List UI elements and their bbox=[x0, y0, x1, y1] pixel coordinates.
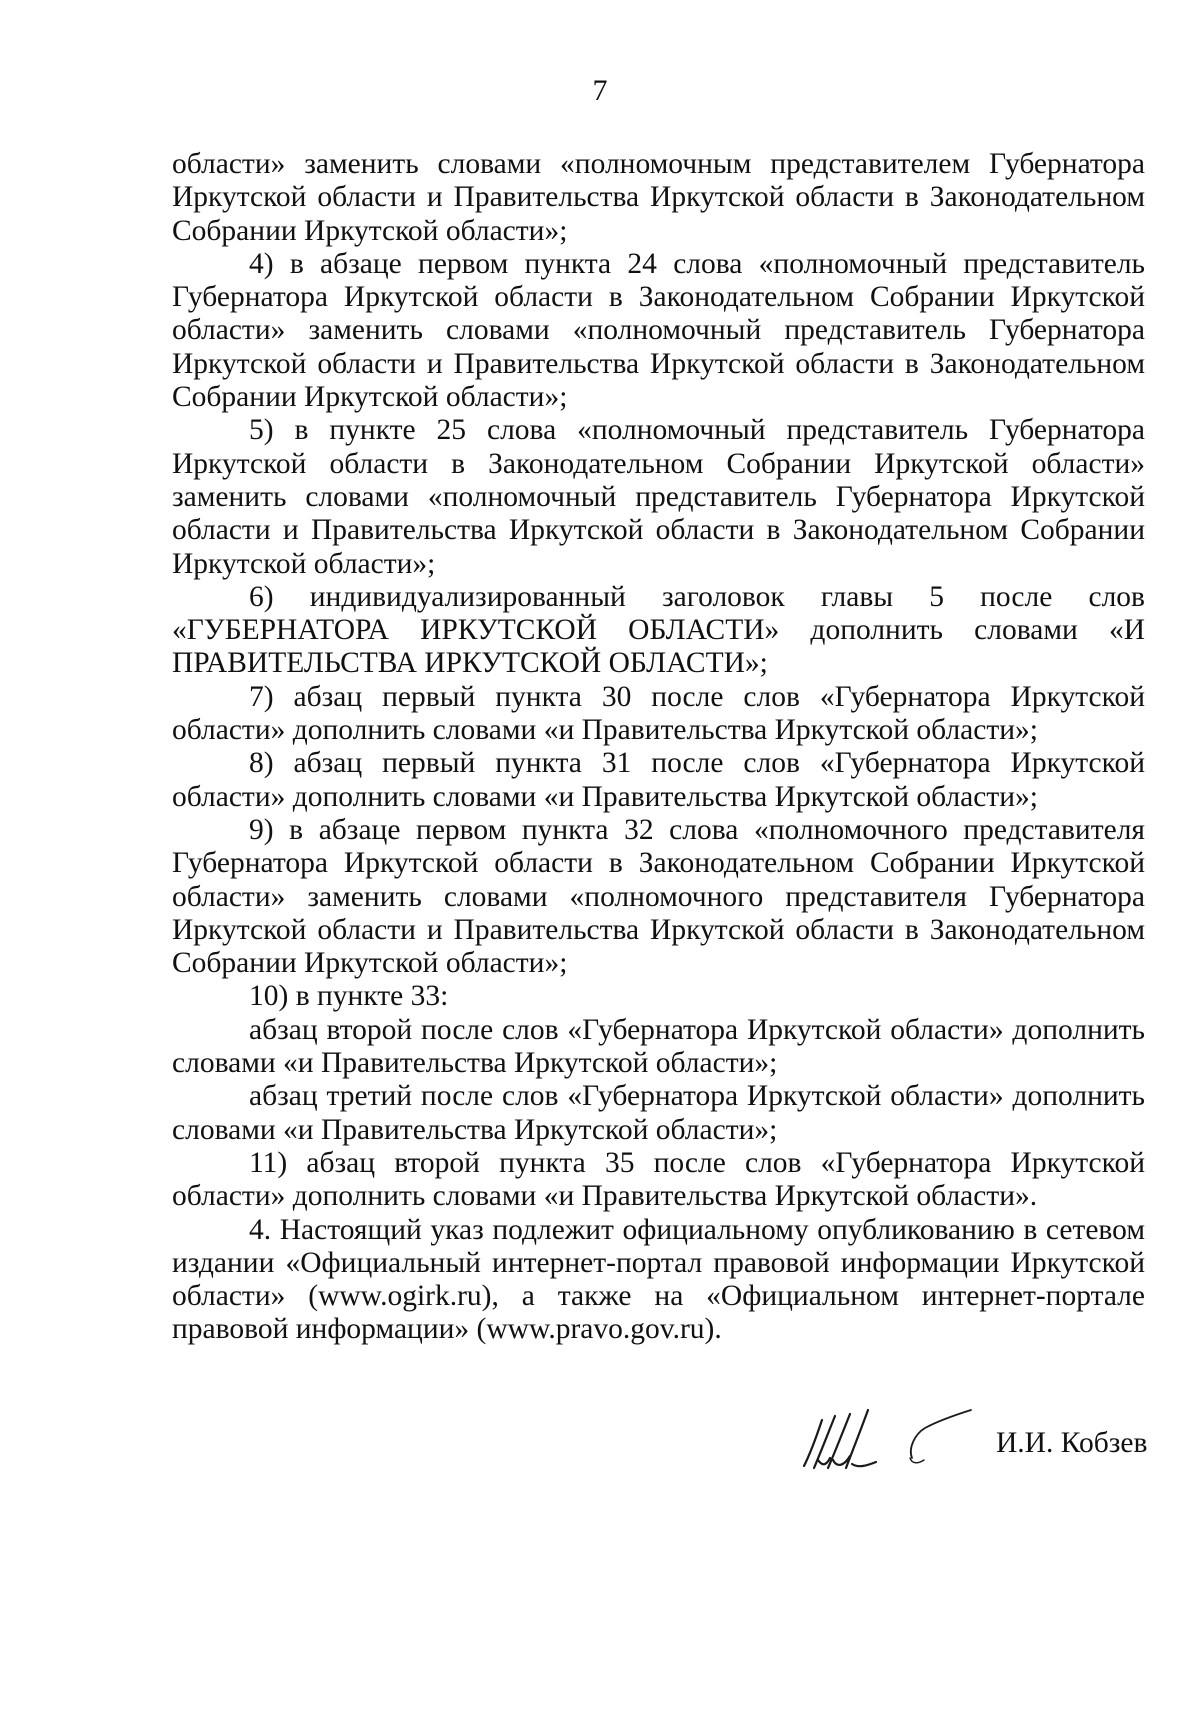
handwritten-signature-icon bbox=[800, 1408, 975, 1470]
paragraph-item-11: 11) абзац второй пункта 35 после слов «Губернатора Иркутской области» дополнить словами «и Правительства Иркутской области». bbox=[172, 1146, 1145, 1213]
paragraph-item-10: 10) в пункте 33: bbox=[249, 980, 449, 1013]
signature-block bbox=[800, 1408, 1165, 1478]
paragraph-item-7: 7) абзац первый пункта 30 после слов «Губернатора Иркутской области» дополнить словами «и Правительства Иркутской области»; bbox=[172, 680, 1145, 747]
paragraph-item-5: 5) в пункте 25 слова «полномочный представитель Губернатора Иркутской области в Законодательном Собрании Иркутской области» заменить словами «полномочный представитель Губернатора Иркутской области и Правительства Иркутской области в Законодательном Собрании Иркутской области»; bbox=[172, 414, 1145, 580]
paragraph-item-10-abzac-3: абзац третий после слов «Губернатора Иркутской области» дополнить словами «и Правительства Иркутской области»; bbox=[172, 1080, 1145, 1146]
paragraph-item-10-abzac-2: абзац второй после слов «Губернатора Иркутской области» дополнить словами «и Правительства Иркутской области»; bbox=[172, 1013, 1145, 1080]
paragraph-item-9: 9) в абзаце первом пункта 32 слова «полномочного представителя Губернатора Иркутской области в Законодательном Собрании Иркутской области» заменить словами «полномочного представителя Губернатора Иркутской области и Правительства Иркутской области в Законодательном Собрании Иркутской области»; bbox=[172, 813, 1145, 980]
paragraph-item-4: 4) в абзаце первом пункта 24 слова «полномочный представитель Губернатора Иркутской области в Законодательном Собрании Иркутской области» заменить словами «полномочный представитель Губернатора Иркутской области и Правительства Иркутской области в Законодательном Собрании Иркутской области»; bbox=[172, 247, 1145, 414]
document-body bbox=[172, 148, 1145, 1347]
paragraph-item-8: 8) абзац первый пункта 31 после слов «Губернатора Иркутской области» дополнить словами «и Правительства Иркутской области»; bbox=[172, 747, 1145, 813]
paragraph-item-6: 6) индивидуализированный заголовок главы 5 после слов «ГУБЕРНАТОРА ИРКУТСКОЙ ОБЛАСТИ» дополнить словами «И ПРАВИТЕЛЬСТВА ИРКУТСКОЙ ОБЛАСТИ»; bbox=[172, 580, 1145, 680]
page-number: 7 bbox=[592, 74, 608, 107]
signer-name: И.И. Кобзев bbox=[996, 1427, 1148, 1459]
paragraph-continuation: области» заменить словами «полномочным представителем Губернатора Иркутской области и Правительства Иркутской области в Законодательном Собрании Иркутской области»; bbox=[172, 148, 1145, 247]
paragraph-section-4: 4. Настоящий указ подлежит официальному опубликованию в сетевом издании «Официальный интернет-портал правовой информации Иркутской области» (www.ogirk.ru), а также на «Официальном интернет-портале правовой информации» (www.pravo.gov.ru). bbox=[172, 1213, 1145, 1346]
